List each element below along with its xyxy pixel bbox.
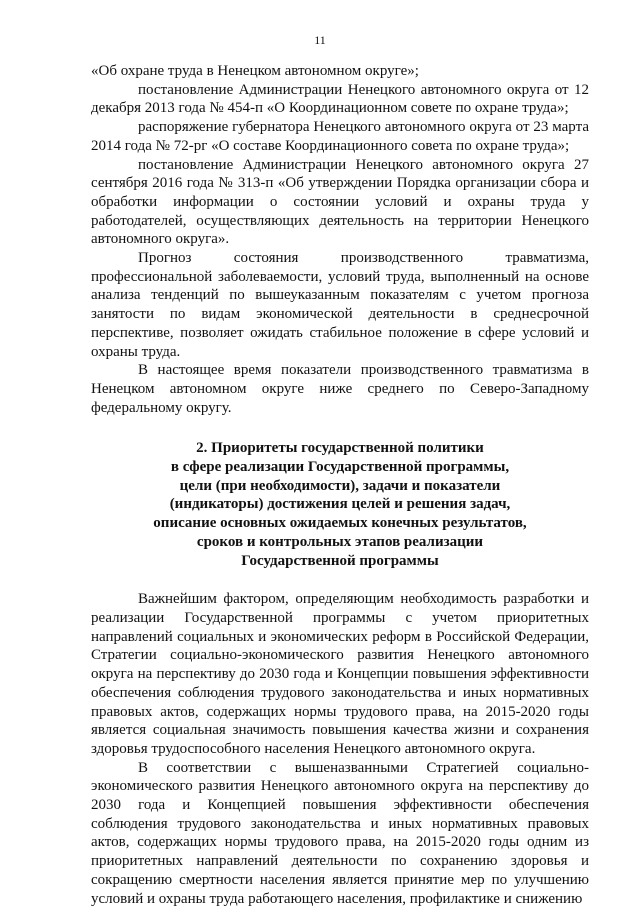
paragraph-resolution-454: постановление Администрации Ненецкого автономного округа от 12 декабря 2013 года № 454-п «О Координационном совете по охране труда»; xyxy=(91,81,589,117)
section-heading-line: 2. Приоритеты государственной политики xyxy=(196,440,484,457)
section-heading-line: (индикаторы) достижения целей и решения задач, xyxy=(169,496,511,513)
paragraph-priorities: В соответствии с вышеназванными Стратегией социально-экономического развития Ненецкого автономного округа на перспективу до 2030 года и Концепцией повышения эффективности обеспечения соблюдения трудового законодательства и иных нормативных правовых актов, содержащих нормы трудового права, на 2015-2020 годы одним из приоритетных направлений деятельности по сохранению здоровья и сокращению смертности населения является принятие мер по улучшению условий и охраны труда работающего населения, профилактике и снижению xyxy=(91,759,589,907)
section-heading-line: в сфере реализации Государственной программы, xyxy=(170,459,510,476)
document-body xyxy=(91,62,589,908)
section-heading-line: описание основных ожидаемых конечных результатов, xyxy=(153,515,527,532)
section-heading-line: цели (при необходимости), задачи и показатели xyxy=(179,477,501,494)
page-number: 11 xyxy=(314,33,326,47)
section-heading xyxy=(91,439,589,570)
paragraph-forecast: Прогноз состояния производственного травматизма, профессиональной заболеваемости, условий труда, выполненный на основе анализа тенденций по вышеуказанным показателям с учетом прогноза занятости по видам экономической деятельности в среднесрочной перспективе, позволяет ожидать стабильное положение в сфере условий и охраны труда. xyxy=(91,250,589,360)
top-paragraphs xyxy=(91,62,589,417)
paragraph-key-factor: Важнейшим фактором, определяющим необходимость разработки и реализации Государственной программы с учетом приоритетных направлений социальных и экономических реформ в Российской Федерации, Стратегии социально-экономического развития Ненецкого автономного округа на перспективу до 2030 года и Концепции повышения эффективности обеспечения соблюдения трудового законодательства и иных нормативных правовых актов, содержащих нормы трудового права, на 2015-2020 годы является социальная значимость повышения качества жизни и сохранения здоровья трудоспособного населения Ненецкого автономного округа. xyxy=(91,591,589,757)
section-heading-line: Государственной программы xyxy=(241,552,439,569)
paragraph-law-reference: «Об охране труда в Ненецком автономном округе»; xyxy=(91,63,419,79)
section-heading-line: сроков и контрольных этапов реализации xyxy=(196,533,484,550)
bottom-paragraphs xyxy=(91,590,589,908)
paragraph-order-72: распоряжение губернатора Ненецкого автономного округа от 23 марта 2014 года № 72-рг «О составе Координационного совета по охране труда»; xyxy=(91,119,589,154)
paragraph-resolution-313: постановление Администрации Ненецкого автономного округа 27 сентября 2016 года № 313-п «Об утверждении Порядка организации сбора и обработки информации о состоянии условий и охраны труда у работодателей, осуществляющих деятельность на территории Ненецкого автономного округа». xyxy=(91,156,589,248)
paragraph-injury-rate: В настоящее время показатели производственного травматизма в Ненецком автономном округе ниже среднего по Северо-Западному федеральному округу. xyxy=(91,362,589,416)
